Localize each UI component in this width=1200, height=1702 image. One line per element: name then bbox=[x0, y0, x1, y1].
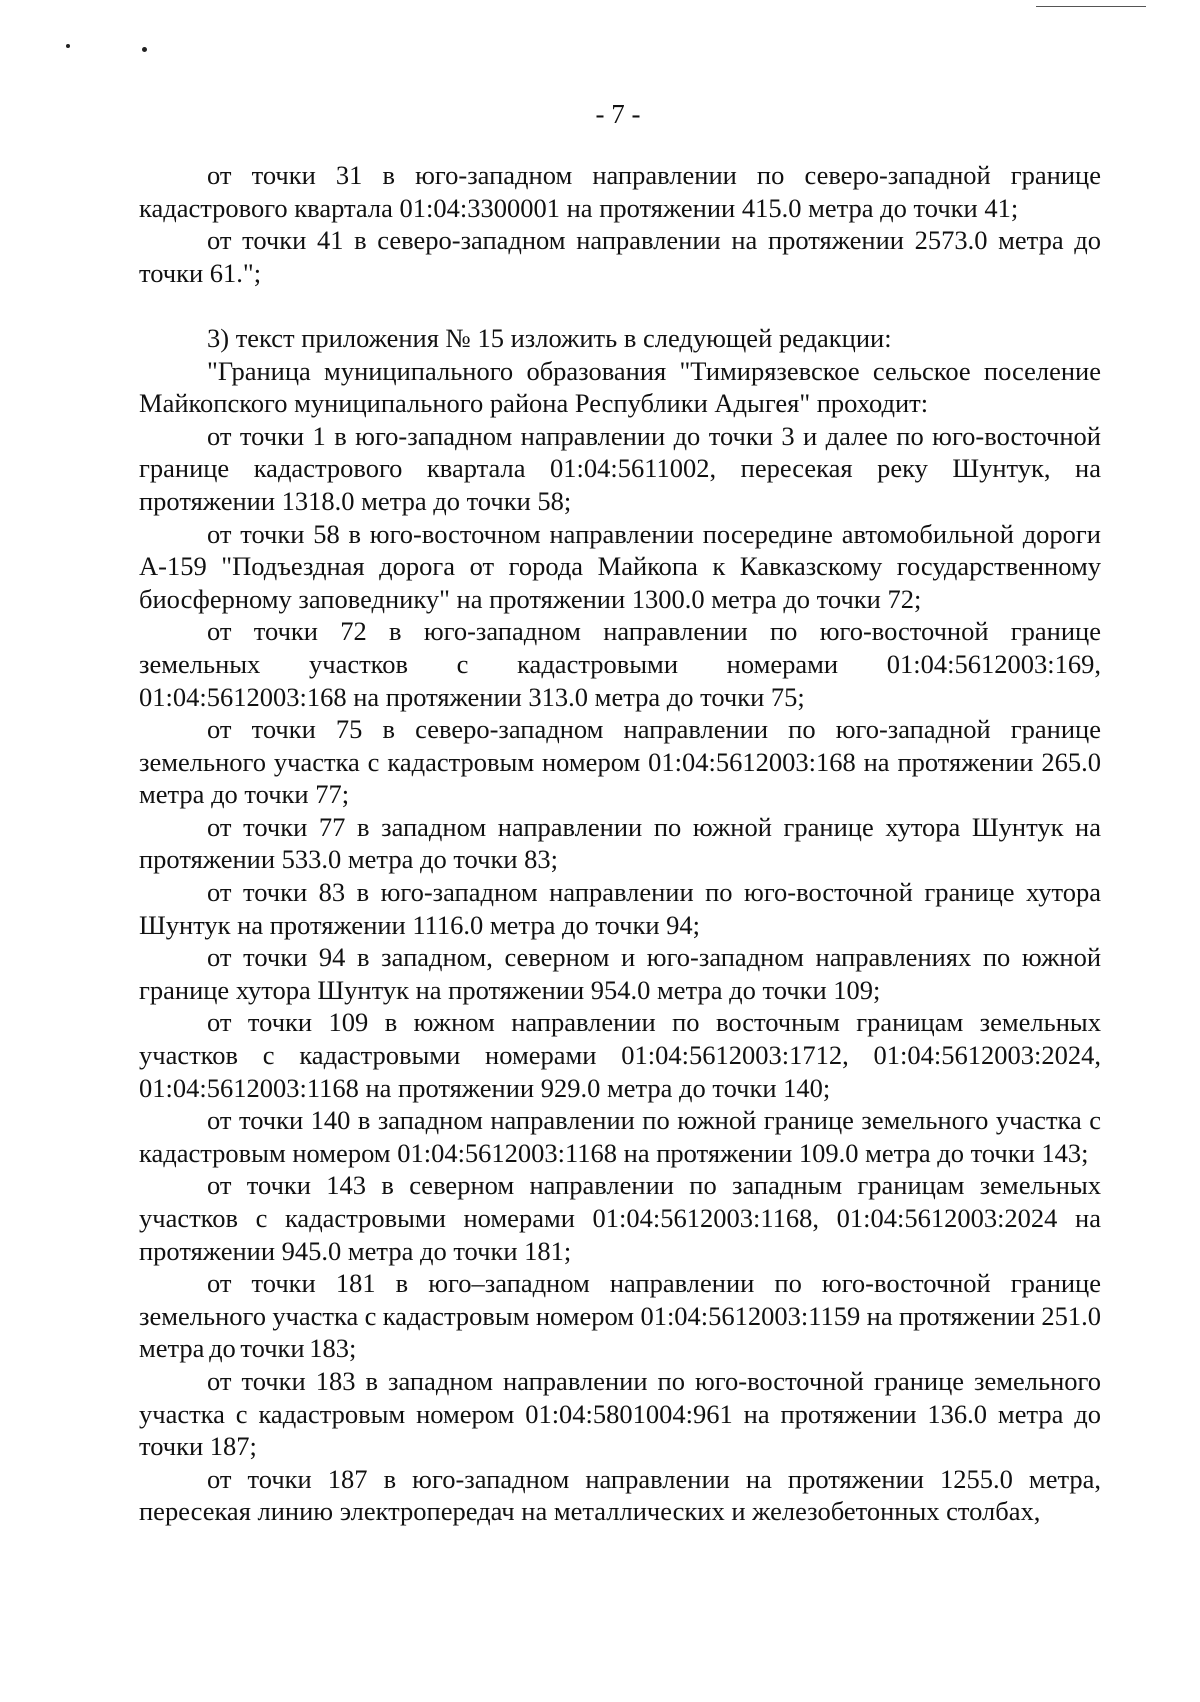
paragraph: от точки 140 в западном направлении по южной границе земельного участка с кадастровым номером 01:04:5612003:1168 на протяжении 109.0 метра до точки 143; bbox=[139, 1105, 1101, 1168]
page-number: - 7 - bbox=[595, 99, 641, 129]
paragraph: от точки 58 в юго-восточном направлении посередине автомобильной дороги А-159 "Подъездная дорога от города Майкопа к Кавказскому государственному биосферному заповеднику" на протяжении 1300.0 метра до точки 72; bbox=[139, 518, 1101, 614]
scan-speck bbox=[142, 47, 147, 52]
scan-edge-line bbox=[1036, 6, 1146, 7]
paragraph-boundary-heading: "Граница муниципального образования "Тимирязевское сельское поселение Майкопского муниципального района Республики Адыгея" проходит: bbox=[139, 355, 1101, 419]
paragraph-amendment-item: 3) текст приложения № 15 изложить в следующей редакции: bbox=[207, 322, 892, 353]
paragraph: от точки 109 в южном направлении по восточным границам земельных участков с кадастровыми номерами 01:04:5612003:1712, 01:04:5612003:2024, 01:04:5612003:1168 на протяжении 929.0 метра до точки 140; bbox=[139, 1007, 1101, 1103]
paragraph: от точки 75 в северо-западном направлении по юго-западной границе земельного участка с кадастровым номером 01:04:5612003:168 на протяжении 265.0 метра до точки 77; bbox=[139, 714, 1101, 810]
paragraph: от точки 94 в западном, северном и юго-западном направлениях по южной границе хутора Шунтук на протяжении 954.0 метра до точки 109; bbox=[139, 942, 1101, 1005]
paragraph: от точки 31 в юго-западном направлении по северо-западной границе кадастрового квартала 01:04:3300001 на протяжении 415.0 метра до точки 41; bbox=[139, 160, 1101, 223]
paragraph: от точки 181 в юго–западном направлении по юго-восточной границе земельного участка с кадастровым номером 01:04:5612003:1159 на протяжении 251.0 метра до точки 183; bbox=[139, 1268, 1101, 1364]
paragraph: от точки 41 в северо-западном направлении на протяжении 2573.0 метра до точки 61."; bbox=[139, 225, 1101, 288]
paragraph: от точки 77 в западном направлении по южной границе хутора Шунтук на протяжении 533.0 метра до точки 83; bbox=[139, 811, 1101, 875]
paragraph: от точки 72 в юго-западном направлении по юго-восточной границе земельных участков с кадастровыми номерами 01:04:5612003:169, 01:04:5612003:168 на протяжении 313.0 метра до точки 75; bbox=[139, 616, 1101, 712]
document-body bbox=[139, 159, 1101, 1528]
scan-speck bbox=[66, 44, 70, 48]
paragraph: от точки 187 в юго-западном направлении на протяжении 1255.0 метра, пересекая линию электропередач на металлических и железобетонных столбах, bbox=[139, 1463, 1101, 1527]
paragraph: от точки 83 в юго-западном направлении по юго-восточной границе хутора Шунтук на протяжении 1116.0 метра до точки 94; bbox=[139, 877, 1101, 940]
paragraph: от точки 143 в северном направлении по западным границам земельных участков с кадастровыми номерами 01:04:5612003:1168, 01:04:5612003:2024 на протяжении 945.0 метра до точки 181; bbox=[139, 1170, 1101, 1266]
paragraph: от точки 183 в западном направлении по юго-восточной границе земельного участка с кадастровым номером 01:04:5801004:961 на протяжении 136.0 метра до точки 187; bbox=[139, 1365, 1101, 1462]
paragraph: от точки 1 в юго-западном направлении до точки 3 и далее по юго-восточной границе кадастрового квартала 01:04:5611002, пересекая реку Шунтук, на протяжении 1318.0 метра до точки 58; bbox=[139, 420, 1101, 516]
